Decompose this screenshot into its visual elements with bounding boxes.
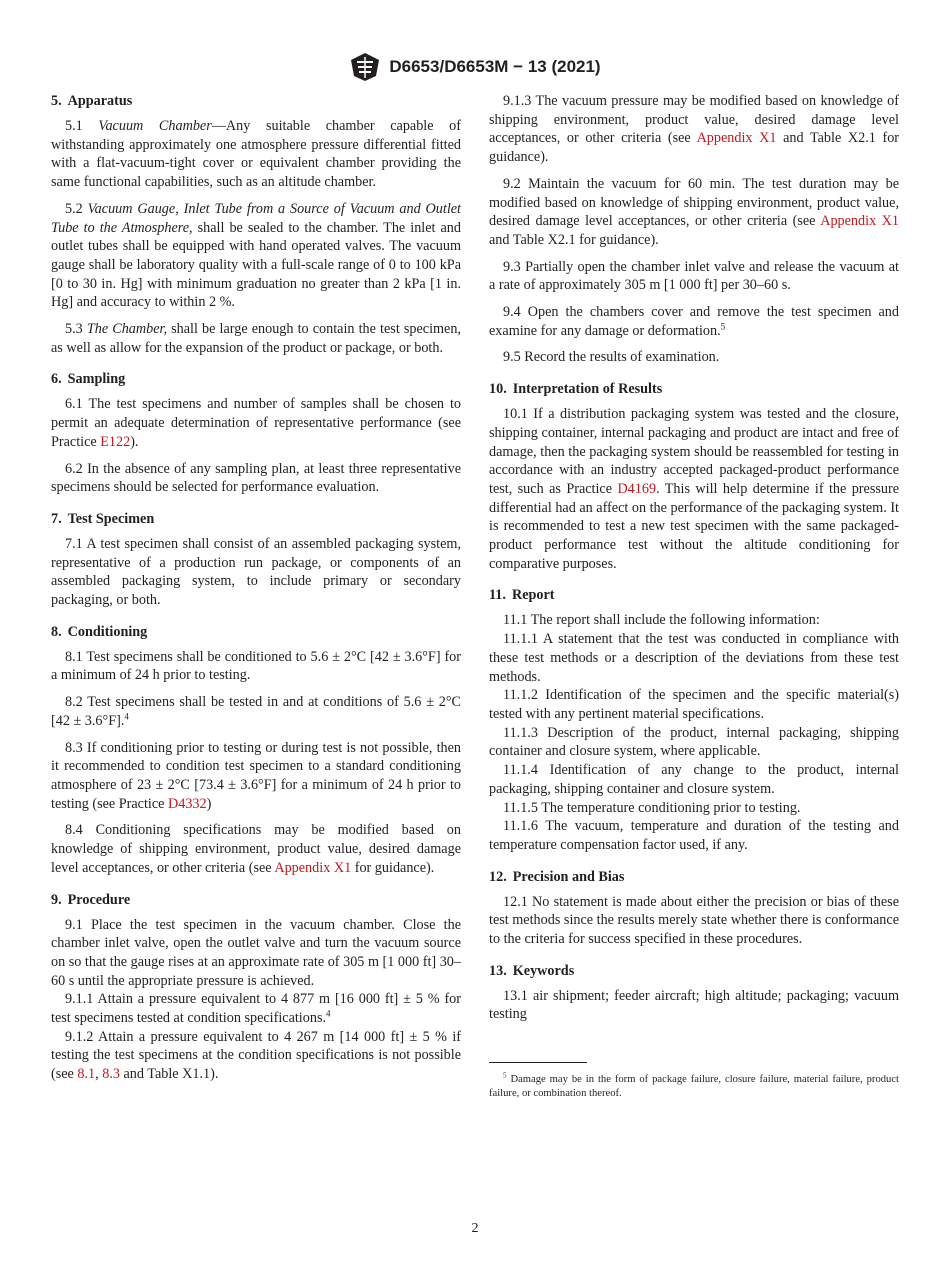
paragraph: 12.1 No statement is made about either the precision or bias of these test methods since the results merely state whether there is conformance to the criteria for success specified in these procedures. — [489, 893, 899, 948]
right-column — [489, 92, 899, 1100]
paragraph: 9.1 Place the test specimen in the vacuum chamber. Close the chamber inlet valve, open the outlet valve and turn the vacuum source on so that the gauge rises at an approximate rate of 305 m [1 000 ft] 30–60 s until the appropriate pressure is achieved. — [51, 916, 461, 989]
paragraph: 11.1.1 A statement that the test was conducted in compliance with these test methods or a description of the deviations from these test methods. — [489, 631, 899, 685]
paragraph: 10.1 If a distribution packaging system was tested and the closure, shipping container, internal packaging and product are intact and free of damage, then the packaging system should be reassembled for testing in accordance with an industry accepted packaged-product performance test, such as Practice D4169. This will help determine if the pressure differential had an affect on the performance of the packaging system. It is recommended to test a new test specimen with the same packaged-product performance test without the altitude conditioning for comparative purposes. — [489, 406, 899, 572]
paragraph: 5.1 Vacuum Chamber—Any suitable chamber capable of withstanding approximately one atmosphere pressure differential fitted with a flat-vacuum-tight cover or equivalent chamber providing the same functional capabilities, such as an altitude chamber. — [51, 118, 461, 191]
section-heading: 7. Test Specimen — [51, 510, 155, 527]
paragraph: 5.3 The Chamber, shall be large enough to contain the test specimen, as well as allow for the expansion of the product or package, or both. — [51, 321, 461, 356]
paragraph: 8.2 Test specimens shall be tested in and at conditions of 5.6 ± 2°C [42 ± 3.6°F].$^4$ — [51, 694, 461, 729]
paragraph: 9.3 Partially open the chamber inlet valve and release the vacuum at a rate of approximately 305 m [1 000 ft] per 30–60 s. — [489, 258, 899, 294]
paragraph: 9.1.2 Attain a pressure equivalent to 4 267 m [14 000 ft] ± 5 % if testing the test specimens at the condition specifications is not possible (see 8.1, 8.3 and Table X1.1). — [51, 1028, 461, 1083]
section-heading: 5. Apparatus — [51, 93, 133, 109]
paragraph: 5.2 Vacuum Gauge, Inlet Tube from a Source of Vacuum and Outlet Tube to the Atmosphere, shall be sealed to the chamber. The inlet and outlet tubes shall be equipped with hand operated valves. The vacuum gauge shall be laboratory quality with a full-scale range of 0 to 100 kPa [0 to 30 in. Hg] with minimum graduation no greater than 2 kPa [1 in. Hg] and accuracy to within 2 %. — [51, 200, 461, 311]
reference-link-8-3[interactable]: 8.3 — [102, 1066, 120, 1083]
page-number: 2 — [471, 1221, 479, 1236]
paragraph: 13.1 air shipment; feeder aircraft; high altitude; packaging; vacuum testing — [489, 987, 899, 1023]
paragraph: 11.1 The report shall include the following information: — [503, 612, 820, 629]
paragraph: 8.4 Conditioning specifications may be modified based on knowledge of shipping environment, product value, desired damage level acceptances, or other criteria (see Appendix X1 for guidance). — [51, 822, 461, 876]
footnote: $^5$ Damage may be in the form of package failure, closure failure, material failure, product failure, or combination thereof. — [489, 1071, 899, 1099]
reference-link-8-1[interactable]: 8.1 — [77, 1066, 96, 1083]
paragraph: 11.1.2 Identification of the specimen and the specific material(s) tested with any pertinent material specifications. — [489, 687, 899, 722]
reference-link-appendix-x1[interactable]: Appendix X1 — [274, 859, 352, 876]
footnote-divider — [489, 1062, 587, 1063]
paragraph: 9.4 Open the chambers cover and remove the test specimen and examine for any damage or deformation.$^5$ — [489, 304, 899, 339]
reference-link-appendix-x1[interactable]: Appendix X1 — [696, 130, 777, 147]
paragraph: 11.1.6 The vacuum, temperature and duration of the testing and temperature compensation factor used, if any. — [489, 818, 899, 853]
paragraph: 8.3 If conditioning prior to testing or during test is not possible, then it recommended to condition test specimen to a standard conditioning atmosphere of 23 ± 2°C [73.4 ± 3.6°F] for a minimum of 24 h prior to testing (see Practice D4332) — [51, 739, 461, 812]
reference-link-d4169[interactable]: D4169 — [617, 480, 657, 497]
left-column — [51, 92, 461, 1084]
section-heading: 10. Interpretation of Results — [489, 381, 663, 398]
reference-link-d4332[interactable]: D4332 — [168, 795, 207, 812]
page-header — [0, 52, 950, 82]
paragraph: 9.2 Maintain the vacuum for 60 min. The test duration may be modified based on knowledge of shipping environment, product value, desired damage level acceptances, or other criteria (see Appendix X1 and Table X2.1 for guidance). — [489, 175, 900, 248]
footnote-ref[interactable]: 4 — [326, 1008, 331, 1019]
paragraph: 11.1.5 The temperature conditioning prior to testing. — [503, 799, 801, 816]
paragraph: 9.1.3 The vacuum pressure may be modified based on knowledge of shipping environment, product value, desired damage level acceptances, or other criteria (see Appendix X1 and Table X2.1 for guidance). — [489, 93, 900, 166]
paragraph: 9.1.1 Attain a pressure equivalent to 4 877 m [16 000 ft] ± 5 % for test specimens tested at condition specifications.$^4$ — [51, 991, 461, 1027]
paragraph: 6.2 In the absence of any sampling plan, at least three representative specimens should be selected for performance evaluation. — [51, 460, 461, 496]
reference-link-appendix-x1[interactable]: Appendix X1 — [820, 213, 900, 230]
paragraph: 6.1 The test specimens and number of samples shall be chosen to permit an adequate determination of representative performance (see Practice E122). — [51, 396, 461, 450]
paragraph: 7.1 A test specimen shall consist of an assembled packaging system, representative of a production run package, or components of an assembled packaging system, to include primary or secondary packaging, or both. — [51, 535, 461, 609]
paragraph: 11.1.4 Identification of any change to the product, internal packaging, shipping container and closure system. — [489, 762, 899, 797]
paragraph: 11.1.3 Description of the product, internal packaging, shipping container and closure system, where applicable. — [489, 724, 899, 760]
reference-link-e122[interactable]: E122 — [100, 433, 131, 450]
footnote-ref[interactable]: 5 — [720, 321, 726, 331]
paragraph: 8.1 Test specimens shall be conditioned to 5.6 ± 2°C [42 ± 3.6°F] for a minimum of 24 h prior to testing. — [51, 648, 461, 684]
section-heading: 8. Conditioning — [51, 623, 148, 640]
astm-logo-icon — [349, 52, 381, 82]
section-heading: 6. Sampling — [51, 371, 126, 388]
document-id: D6653/D6653M − 13 (2021) — [389, 57, 601, 76]
paragraph: 9.5 Record the results of examination. — [503, 349, 720, 366]
section-heading: 11. Report — [489, 587, 555, 604]
section-heading: 9. Procedure — [51, 891, 131, 908]
section-heading: 12. Precision and Bias — [489, 868, 625, 885]
section-heading: 13. Keywords — [489, 962, 575, 979]
footnote-ref[interactable]: 4 — [124, 711, 129, 722]
